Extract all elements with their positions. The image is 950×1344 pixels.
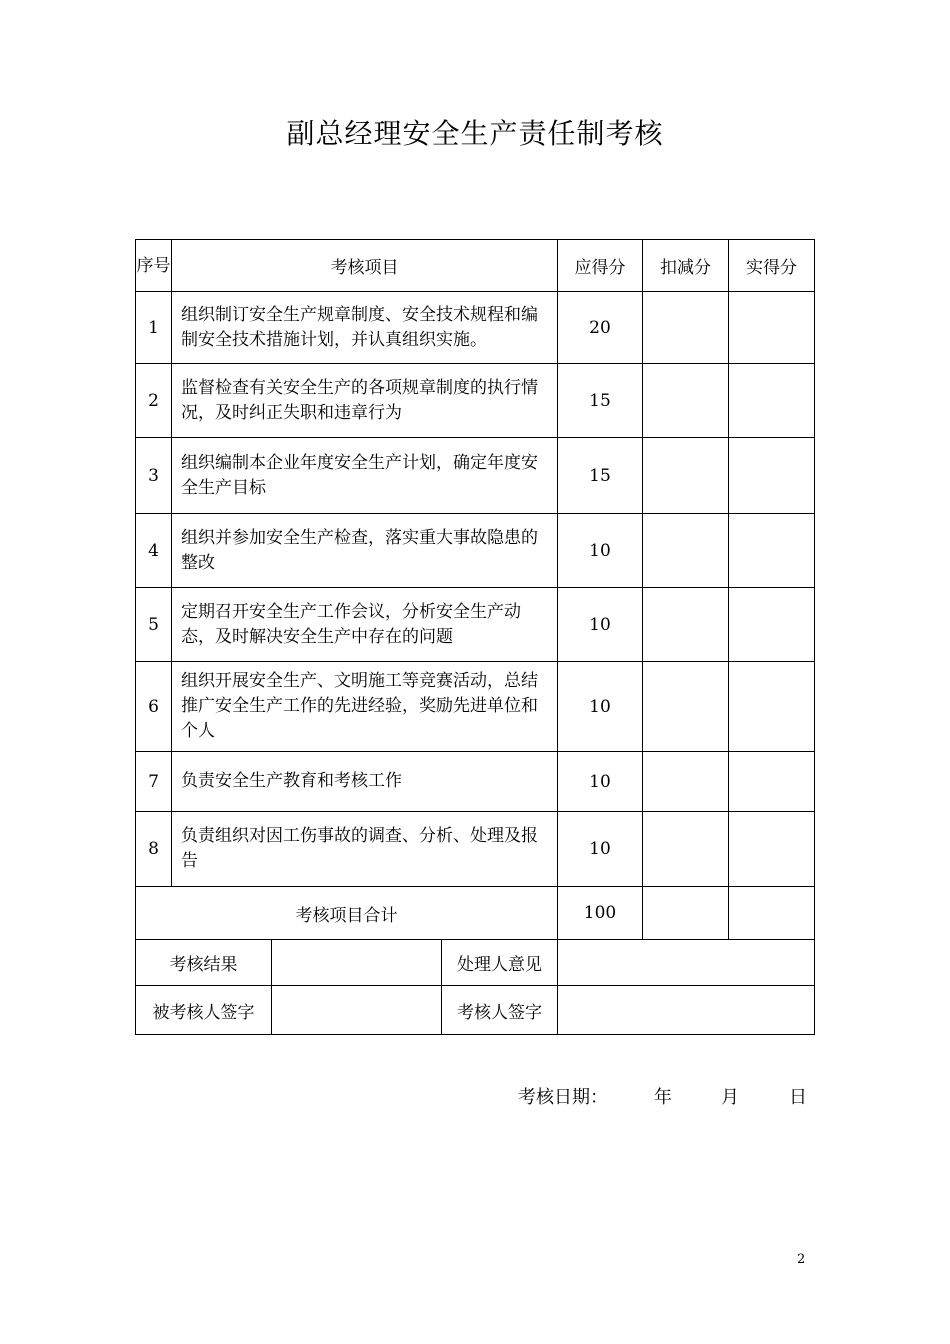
- row-deduct-cell[interactable]: [643, 292, 729, 364]
- row-actual-cell[interactable]: [729, 514, 815, 588]
- row-actual-cell[interactable]: [729, 364, 815, 438]
- row-actual-cell[interactable]: [729, 752, 815, 812]
- row-due-score: 10: [558, 514, 643, 588]
- total-row: [136, 887, 815, 940]
- date-label: 考核日期：: [518, 1087, 608, 1108]
- result-row: [136, 940, 815, 986]
- signature-row: [136, 986, 815, 1035]
- row-actual-cell[interactable]: [729, 662, 815, 752]
- examinee-sign-field[interactable]: [272, 986, 442, 1035]
- date-year-label: 年: [654, 1087, 672, 1108]
- row-seq: 4: [136, 514, 172, 588]
- document-title: 副总经理安全生产责任制考核: [286, 117, 664, 150]
- date-month-label: 月: [721, 1087, 739, 1108]
- row-item: 组织并参加安全生产检查，落实重大事故隐患的整改: [172, 514, 558, 588]
- row-actual-cell[interactable]: [729, 812, 815, 887]
- row-actual-cell[interactable]: [729, 292, 815, 364]
- row-item: 负责组织对因工伤事故的调查、分析、处理及报告: [172, 812, 558, 887]
- row-deduct-cell[interactable]: [643, 438, 729, 514]
- row-item: 负责安全生产教育和考核工作: [172, 752, 558, 812]
- table-row: [136, 752, 815, 812]
- row-deduct-cell[interactable]: [643, 752, 729, 812]
- row-actual-cell[interactable]: [729, 588, 815, 662]
- row-seq: 7: [136, 752, 172, 812]
- total-due-score: 100: [558, 887, 643, 940]
- row-item: 组织制订安全生产规章制度、安全技术规程和编制安全技术措施计划，并认真组织实施。: [172, 292, 558, 364]
- header-due-score: 应得分: [558, 240, 643, 292]
- table-row: [136, 662, 815, 752]
- header-deduct-score: 扣减分: [643, 240, 729, 292]
- table-header-row: [136, 240, 815, 292]
- table-row: [136, 292, 815, 364]
- result-field[interactable]: [272, 940, 442, 986]
- table-row: [136, 514, 815, 588]
- row-item: 组织编制本企业年度安全生产计划，确定年度安全生产目标: [172, 438, 558, 514]
- row-deduct-cell[interactable]: [643, 588, 729, 662]
- row-seq: 8: [136, 812, 172, 887]
- table-row: [136, 588, 815, 662]
- row-due-score: 20: [558, 292, 643, 364]
- row-seq: 2: [136, 364, 172, 438]
- row-deduct-cell[interactable]: [643, 662, 729, 752]
- table-row: [136, 364, 815, 438]
- row-item: 监督检查有关安全生产的各项规章制度的执行情况，及时纠正失职和违章行为: [172, 364, 558, 438]
- row-seq: 1: [136, 292, 172, 364]
- row-deduct-cell[interactable]: [643, 812, 729, 887]
- page-number: 2: [797, 1252, 806, 1267]
- row-seq: 3: [136, 438, 172, 514]
- table-row: [136, 812, 815, 887]
- examinee-sign-label: 被考核人签字: [136, 986, 272, 1035]
- result-label: 考核结果: [136, 940, 272, 986]
- row-due-score: 10: [558, 812, 643, 887]
- row-seq: 6: [136, 662, 172, 752]
- header-seq: 序号: [136, 240, 172, 292]
- row-deduct-cell[interactable]: [643, 364, 729, 438]
- handler-opinion-field[interactable]: [558, 940, 815, 986]
- row-due-score: 10: [558, 588, 643, 662]
- row-due-score: 10: [558, 662, 643, 752]
- row-due-score: 10: [558, 752, 643, 812]
- row-due-score: 15: [558, 438, 643, 514]
- date-day-label: 日: [789, 1087, 807, 1108]
- header-item: 考核项目: [172, 240, 558, 292]
- total-label: 考核项目合计: [136, 887, 558, 940]
- row-actual-cell[interactable]: [729, 438, 815, 514]
- header-actual-score: 实得分: [729, 240, 815, 292]
- assessment-table: [135, 239, 815, 1035]
- row-due-score: 15: [558, 364, 643, 438]
- row-seq: 5: [136, 588, 172, 662]
- total-actual-cell[interactable]: [729, 887, 815, 940]
- handler-opinion-label: 处理人意见: [442, 940, 558, 986]
- row-deduct-cell[interactable]: [643, 514, 729, 588]
- row-item: 定期召开安全生产工作会议，分析安全生产动态，及时解决安全生产中存在的问题: [172, 588, 558, 662]
- table-row: [136, 438, 815, 514]
- examiner-sign-field[interactable]: [558, 986, 815, 1035]
- row-item: 组织开展安全生产、文明施工等竞赛活动，总结推广安全生产工作的先进经验，奖励先进单位和个人: [172, 662, 558, 752]
- total-deduct-cell[interactable]: [643, 887, 729, 940]
- examiner-sign-label: 考核人签字: [442, 986, 558, 1035]
